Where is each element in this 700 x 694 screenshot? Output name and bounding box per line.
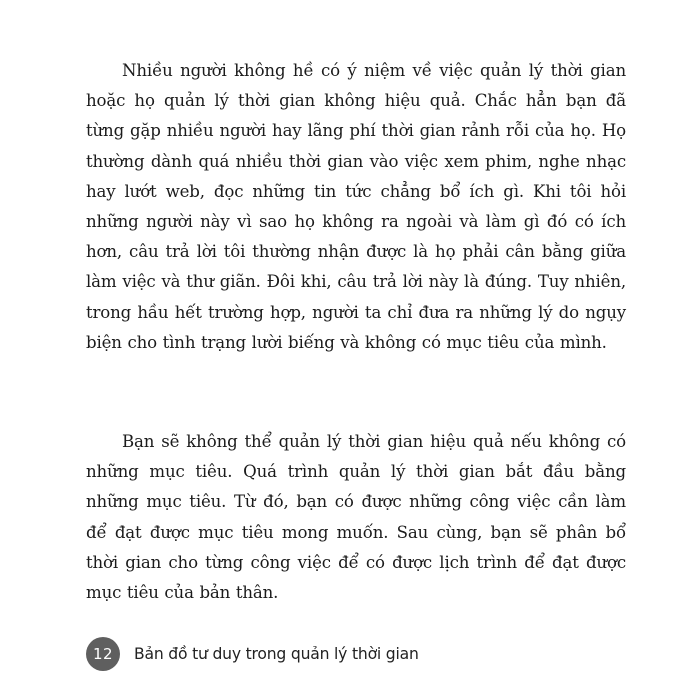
book-title: Bản đồ tư duy trong quản lý thời gian — [134, 645, 419, 663]
body-paragraph-2: Bạn sẽ không thể quản lý thời gian hiệu quả nếu không có những mục tiêu. Quá trình quản lý thời gian bắt đầu bằng những mục tiêu. Từ đó, bạn có được những công việc cần làm để đạt được mục tiêu mong muốn. Sau cùng, bạn sẽ phân bổ thời gian cho từng công việc để có được lịch trình để đạt được mục tiêu của bản thân. — [86, 432, 626, 603]
body-paragraph-1: Nhiều người không hề có ý niệm về việc quản lý thời gian hoặc họ quản lý thời gian không hiệu quả. Chắc hẳn bạn đã từng gặp nhiều người hay lãng phí thời gian rảnh rỗi của họ. Họ thường dành quá nhiều thời gian vào việc xem phim, nghe nhạc hay lướt web, đọc những tin tức chẳng bổ ích gì. Khi tôi hỏi những người này vì sao họ không ra ngoài và làm gì đó có ích hơn, câu trả lời tôi thường nhận được là họ phải cân bằng giữa làm việc và thư giãn. Đôi khi, câu trả lời này là đúng. Tuy nhiên, trong hầu hết trường hợp, người ta chỉ đưa ra những lý do ngụy biện cho tình trạng lười biếng và không có mục tiêu của mình. — [86, 61, 626, 352]
page-number-badge: 12 — [86, 637, 120, 671]
page-footer — [86, 637, 419, 671]
